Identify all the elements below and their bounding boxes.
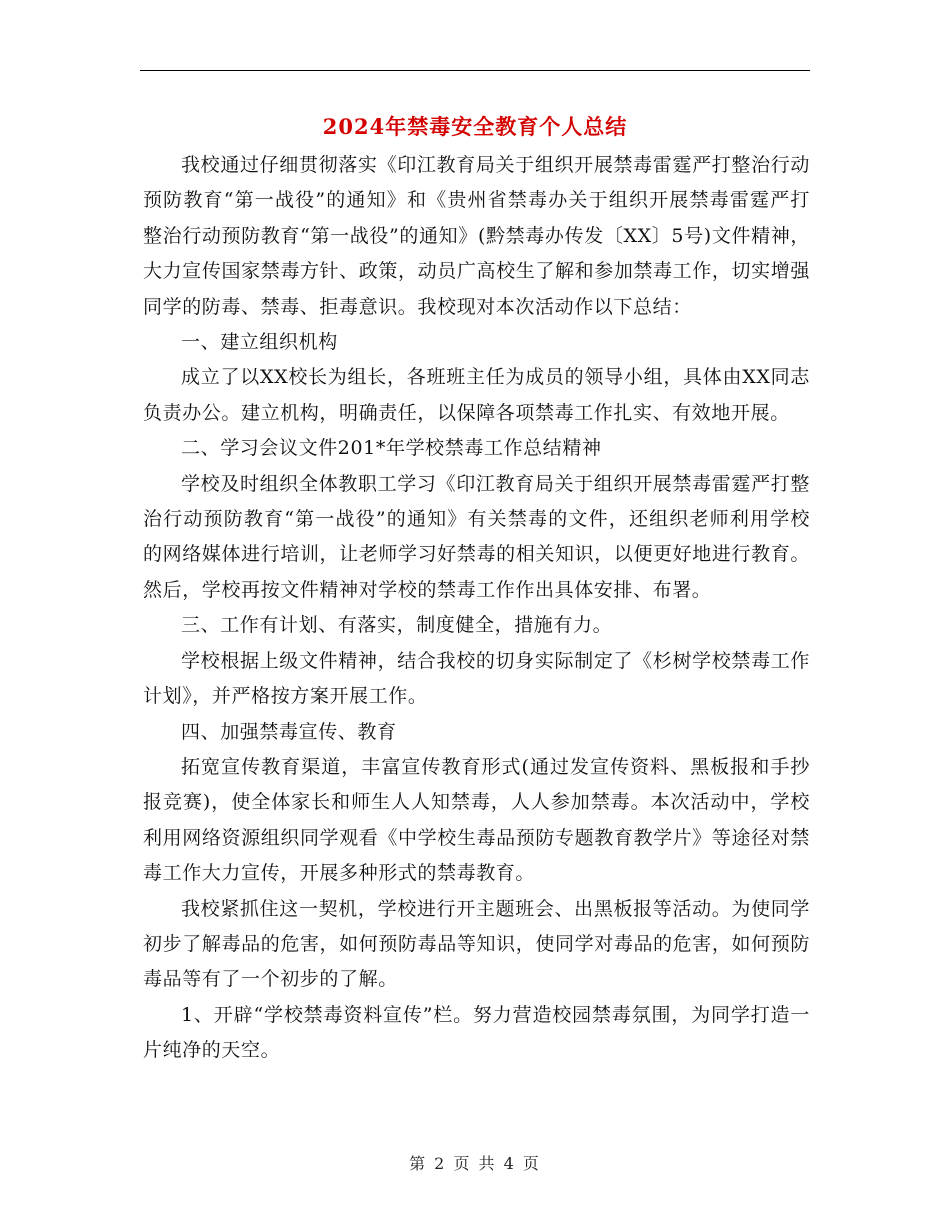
- paragraph: 1、开辟“学校禁毒资料宣传”栏。努力营造校园禁毒氛围，为同学打造一片纯净的天空。: [143, 1003, 810, 1062]
- document-title: 2024年禁毒安全教育个人总结: [322, 114, 628, 139]
- page-footer: 第 2 页 共 4 页: [409, 1154, 541, 1173]
- paragraph: 学校根据上级文件精神，结合我校的切身实际制定了《杉树学校禁毒工作计划》，并严格按方案开展工作。: [143, 649, 810, 708]
- paragraph: 学校及时组织全体教职工学习《印江教育局关于组织开展禁毒雷霆严打整治行动预防教育“第一战役”的通知》有关禁毒的文件，还组织老师利用学校的网络媒体进行培训，让老师学习好禁毒的相关知识，以便更好地进行教育。然后，学校再按文件精神对学校的禁毒工作作出具体安排、布署。: [143, 472, 810, 601]
- section-heading-3: 三、工作有计划、有落实，制度健全，措施有力。: [181, 614, 613, 637]
- section-heading-2: 二、学习会议文件201*年学校禁毒工作总结精神: [181, 437, 602, 460]
- header-rule: [140, 70, 810, 71]
- section-heading-4: 四、加强禁毒宣传、教育: [181, 720, 397, 743]
- paragraph: 拓宽宣传教育渠道，丰富宣传教育形式(通过发宣传资料、黑板报和手抄报竞赛)，使全体家长和师生人人知禁毒，人人参加禁毒。本次活动中，学校利用网络资源组织同学观看《中学校生毒品预防专题教育教学片》等途径对禁毒工作大力宣传，开展多种形式的禁毒教育。: [143, 755, 810, 885]
- section-heading-1: 一、建立组织机构: [181, 331, 338, 354]
- document-body: [143, 148, 810, 1069]
- paragraph-intro: 我校通过仔细贯彻落实《印江教育局关于组织开展禁毒雷霆严打整治行动预防教育“第一战役”的通知》和《贵州省禁毒办关于组织开展禁毒雷霆严打整治行动预防教育“第一战役”的通知》(黔禁毒办传发〔XX〕5号)文件精神，大力宣传国家禁毒方针、政策，动员广高校生了解和参加禁毒工作，切实增强同学的防毒、禁毒、拒毒意识。我校现对本次活动作以下总结：: [143, 154, 810, 318]
- paragraph: 成立了以XX校长为组长，各班班主任为成员的领导小组，具体由XX同志负责办公。建立机构，明确责任，以保障各项禁毒工作扎实、有效地开展。: [143, 366, 810, 424]
- paragraph: 我校紧抓住这一契机，学校进行开主题班会、出黑板报等活动。为使同学初步了解毒品的危害，如何预防毒品等知识，使同学对毒品的危害，如何预防毒品等有了一个初步的了解。: [143, 897, 810, 991]
